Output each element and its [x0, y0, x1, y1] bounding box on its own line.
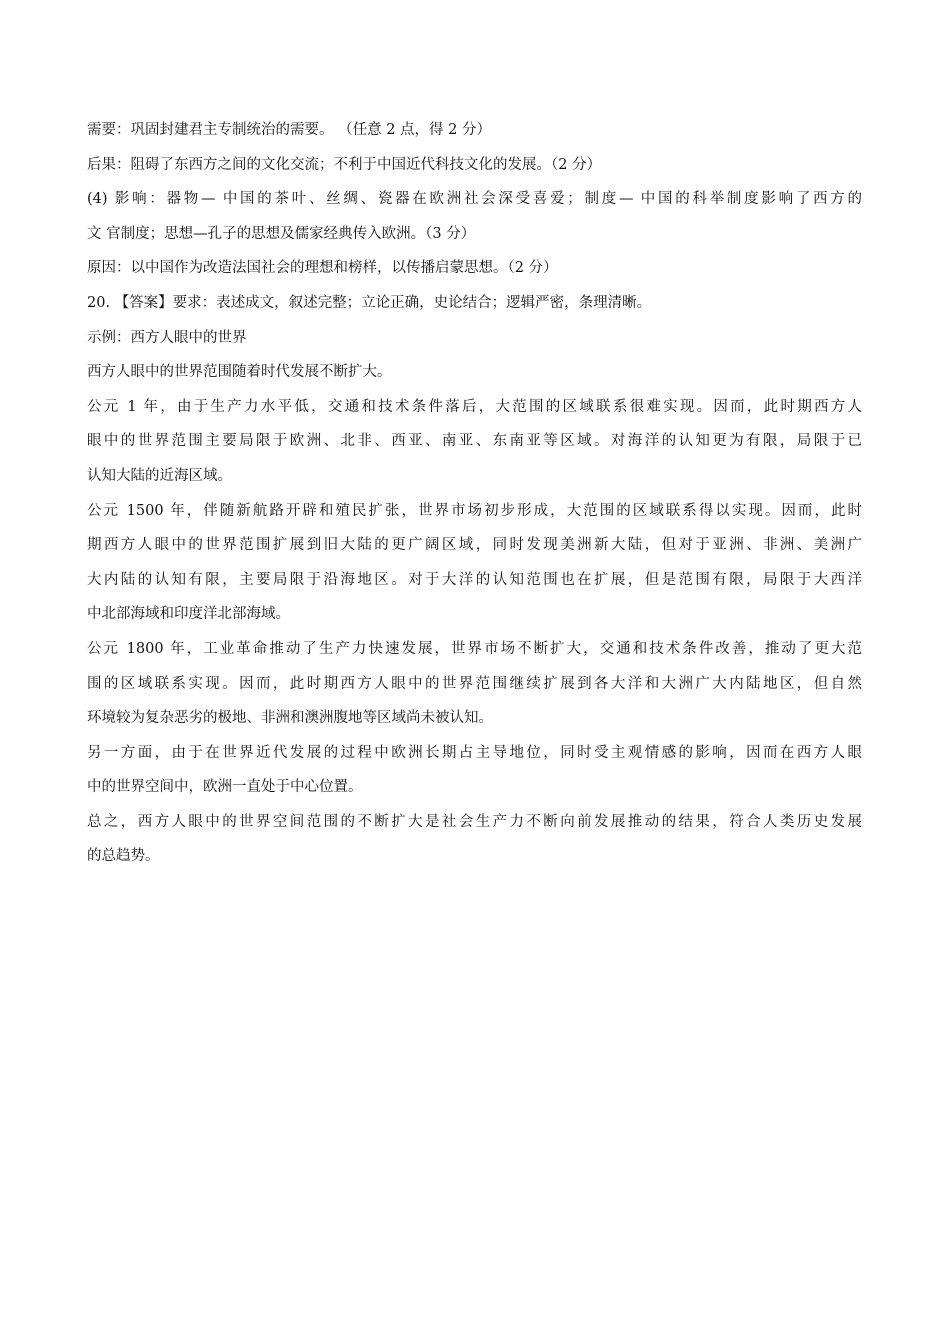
text-line: 的总趋势。 — [87, 848, 160, 865]
text-line: 后果：阻碍了东西方之间的文化交流；不利于中国近代科技文化的发展。（2 分） — [87, 156, 602, 173]
text-line: 另一方面，由于在世界近代发展的过程中欧洲长期占主导地位，同时受主观情感的影响，因而在西方人眼 — [87, 744, 862, 761]
text-line: 大内陆的认知有限，主要局限于沿海地区。对于大洋的认知范围也在扩展，但是范围有限，局限于大西洋 — [87, 571, 862, 588]
text-line: 文 官制度；思想—孔子的思想及儒家经典传入欧洲。（3 分） — [87, 225, 476, 242]
question-20-answer-header: 20. 【答案】要求：表述成文，叙述完整；立论正确，史论结合；逻辑严密，条理清晰。 — [87, 294, 652, 311]
answer-text-block — [87, 113, 862, 874]
text-line: 总之，西方人眼中的世界空间范围的不断扩大是社会生产力不断向前发展推动的结果，符合人类历史发展 — [87, 813, 862, 830]
text-line: 期西方人眼中的世界范围扩展到旧大陆的更广阔区域，同时发现美洲新大陆，但对于亚洲、非洲、美洲广 — [87, 537, 862, 554]
text-line: 公元 1 年，由于生产力水平低，交通和技术条件落后，大范围的区域联系很难实现。因而，此时期西方人 — [87, 398, 862, 415]
text-line: 围的区域联系实现。因而，此时期西方人眼中的世界范围继续扩展到各大洋和大洲广大内陆地区，但自然 — [87, 675, 862, 692]
example-title: 示例：西方人眼中的世界 — [87, 329, 247, 346]
text-line: 认知大陆的近海区域。 — [87, 467, 232, 484]
text-line: 需要：巩固封建君主专制统治的需要。 （任意 2 点，得 2 分） — [87, 122, 491, 138]
text-line: (4) 影响：器物— 中国的茶叶、丝绸、瓷器在欧洲社会深受喜爱；制度— 中国的科举制度影响了西方的 — [87, 191, 862, 208]
text-line: 西方人眼中的世界范围随着时代发展不断扩大。 — [87, 364, 392, 381]
text-line: 中北部海域和印度洋北部海域。 — [87, 606, 290, 623]
text-line: 原因：以中国作为改造法国社会的理想和榜样，以传播启蒙思想。（2 分） — [87, 260, 558, 277]
text-line: 环境较为复杂恶劣的极地、非洲和澳洲腹地等区域尚未被认知。 — [87, 710, 493, 727]
text-line: 中的世界空间中，欧洲一直处于中心位置。 — [87, 779, 363, 796]
text-line: 公元 1500 年，伴随新航路开辟和殖民扩张，世界市场初步形成，大范围的区域联系得以实现。因而，此时 — [87, 502, 862, 519]
text-line: 眼中的世界范围主要局限于欧洲、北非、西亚、南亚、东南亚等区域。对海洋的认知更为有限，局限于已 — [87, 433, 862, 450]
text-line: 公元 1800 年，工业革命推动了生产力快速发展，世界市场不断扩大，交通和技术条件改善，推动了更大范 — [87, 640, 862, 657]
